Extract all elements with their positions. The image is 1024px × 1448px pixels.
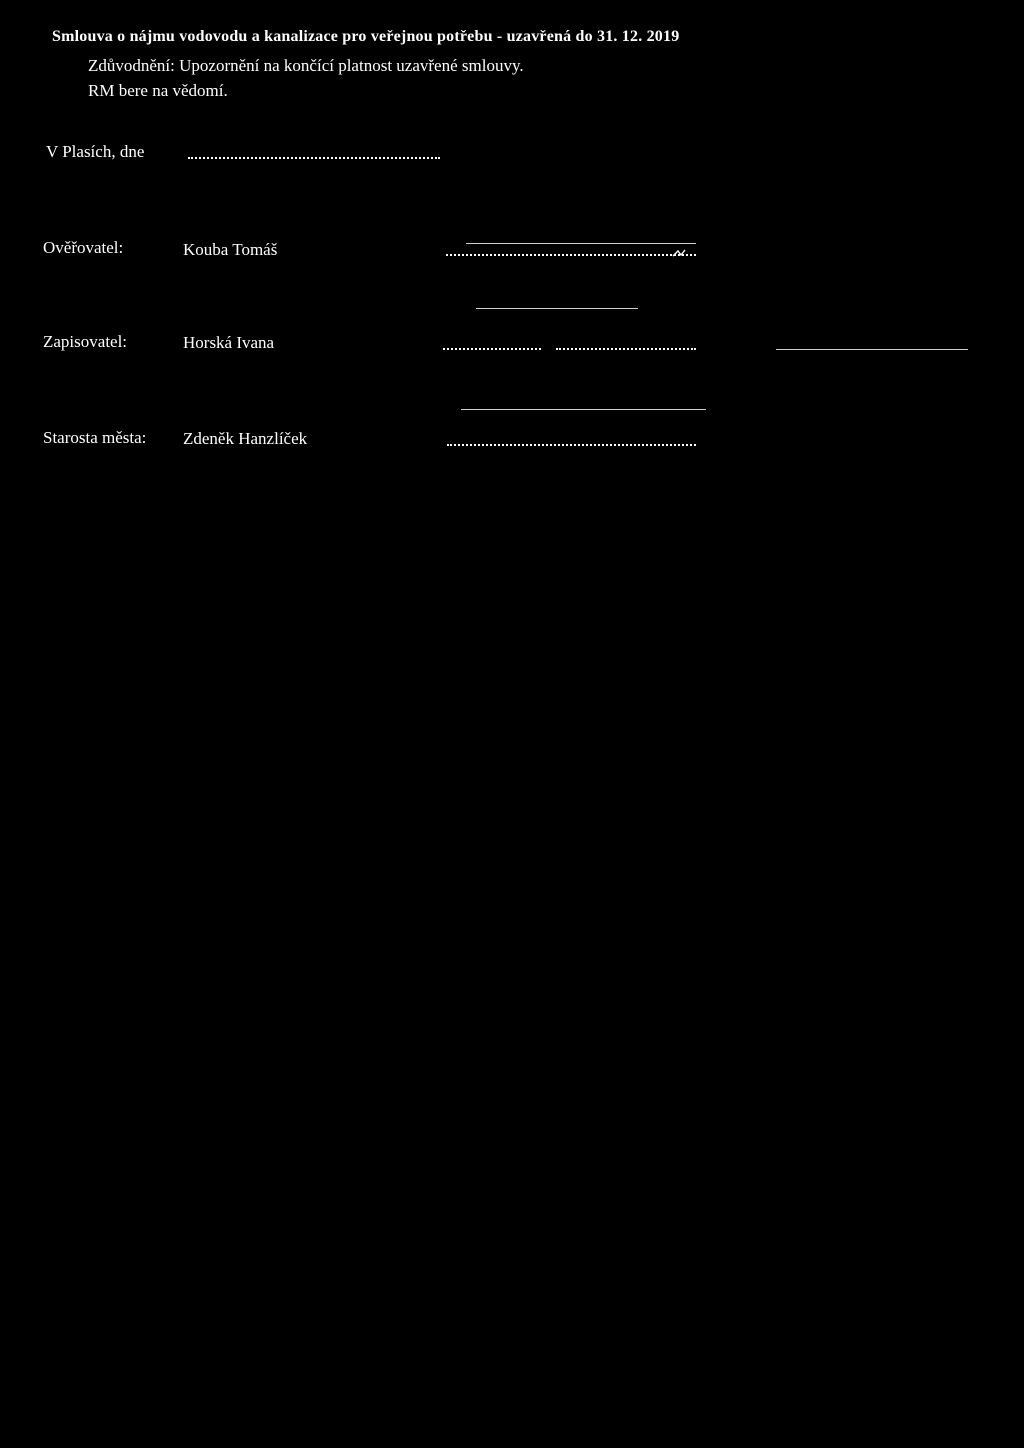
date-dotted-line [188,157,440,159]
resolution-heading: Smlouva o nájmu vodovodu a kanalizace pro veřejnou potřebu - uzavřená do 31. 12. 2019 [52,28,680,45]
mayor-role: Starosta města: [43,428,147,447]
recorder-name: Horská Ivana [183,333,275,352]
mayor-signature-line [447,444,696,446]
verifier-signature-stroke [466,243,696,244]
verifier-role: Ověřovatel: [43,238,124,257]
justification-text: Zdůvodnění: Upozornění na končící platnost uzavřené smlouvy. [88,56,524,75]
verifier-signature-line [446,254,696,256]
mayor-name: Zdeněk Hanzlíček [183,429,308,448]
verifier-signature-icon [672,248,686,258]
signature-stroke-1 [476,308,638,309]
recorder-signature-line-b [556,348,696,350]
signature-stroke-2 [461,409,706,410]
recorder-signature-line-a [443,348,541,350]
verifier-name: Kouba Tomáš [183,240,278,259]
recorder-role: Zapisovatel: [43,332,128,351]
place-date-label: V Plasích, dne [46,142,145,161]
council-note: RM bere na vědomí. [88,81,228,100]
recorder-signature-stroke [776,349,968,350]
